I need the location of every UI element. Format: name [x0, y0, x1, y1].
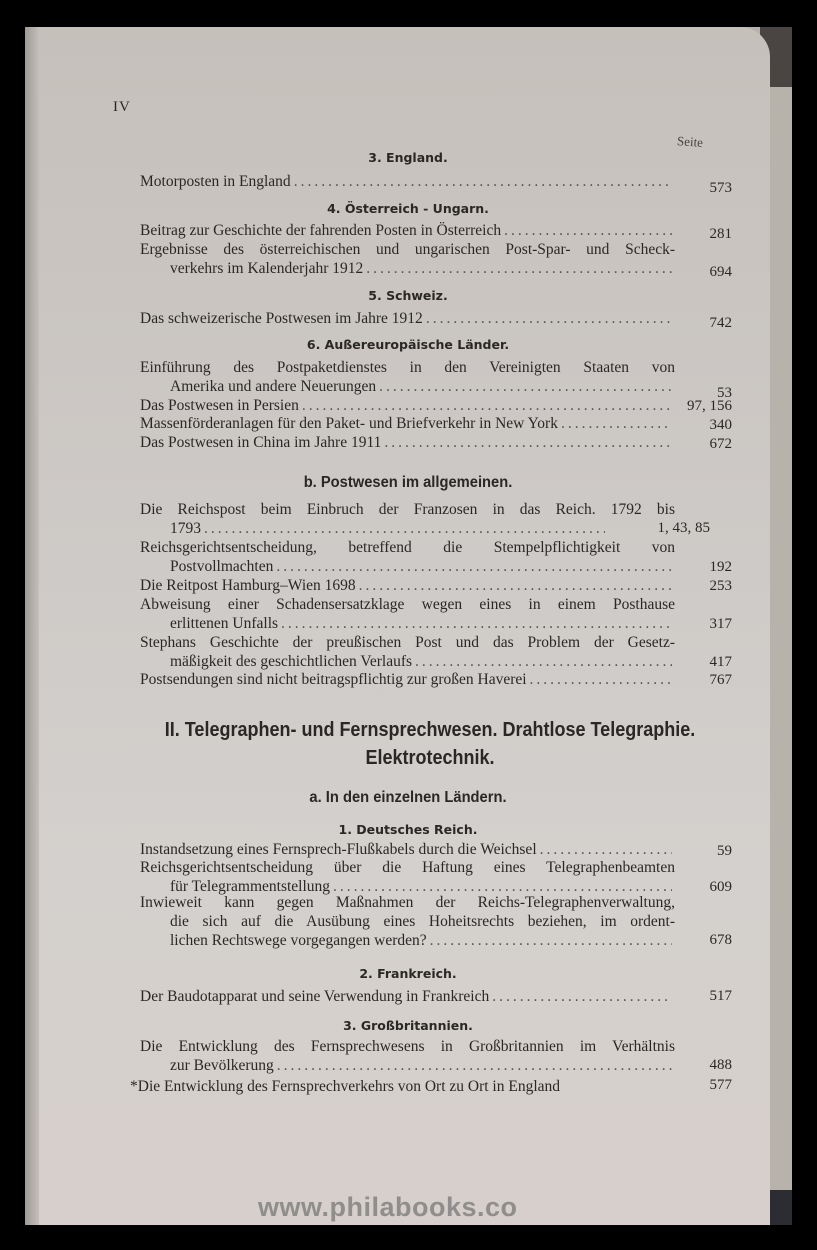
- page-number: 417: [709, 654, 732, 670]
- page-number: 573: [709, 180, 732, 196]
- page-number: 678: [709, 932, 732, 948]
- toc-entry: Die Entwicklung des Fernsprechwesens in Großbritannien im Verhältnis zur Bevölkerung .....: [140, 1037, 675, 1075]
- toc-entry: Postsendungen sind nicht beitragspflichtig zur großen Haverei .....: [140, 670, 675, 689]
- page-number: 192: [709, 559, 732, 575]
- page-number: 742: [709, 315, 732, 331]
- toc-entry: Der Baudotapparat und seine Verwendung in Frankreich .....: [140, 987, 675, 1006]
- page-folio: IV: [113, 99, 131, 115]
- page-number: 253: [709, 578, 732, 594]
- page-number: 281: [709, 226, 732, 242]
- seite-label: Seite: [676, 133, 704, 150]
- toc-entry: Instandsetzung eines Fernsprech-Flußkabels durch die Weichsel .....: [140, 840, 675, 859]
- toc-entry: Einführung des Postpaketdienstes in den Vereinigten Staaten von Amerika und andere Neuerungen .....: [140, 358, 675, 396]
- page-number: 767: [709, 672, 732, 688]
- toc-entry: Reichsgerichtsentscheidung über die Haftung eines Telegraphenbeamten für Telegrammentstellung .....: [140, 858, 675, 896]
- heading-grossbritannien: 3. Großbritannien.: [343, 1018, 473, 1033]
- page-number: 694: [709, 264, 732, 280]
- toc-entry: Beitrag zur Geschichte der fahrenden Posten in Österreich .....: [140, 221, 675, 240]
- toc-entry: *Die Entwicklung des Fernsprechverkehrs von Ort zu Ort in England: [130, 1078, 561, 1095]
- page-number: 59: [717, 843, 732, 859]
- heading-aussereuropa: 6. Außereuropäische Länder.: [306, 337, 510, 352]
- page-number: 97, 156: [687, 398, 732, 414]
- toc-entry: Massenförderanlagen für den Paket- und Briefverkehr in New York .....: [140, 414, 675, 433]
- heading-england: 3. England.: [368, 150, 448, 165]
- heading-oesterreich: 4. Österreich - Ungarn.: [327, 201, 489, 216]
- heading-frankreich: 2. Frankreich.: [359, 966, 457, 981]
- heading-deutsches-reich: 1. Deutsches Reich.: [338, 822, 478, 837]
- page-number: 672: [709, 436, 732, 452]
- heading-laendern: a. In den einzelnen Ländern.: [309, 789, 507, 806]
- heading-schweiz: 5. Schweiz.: [368, 288, 448, 303]
- page-number: 53: [717, 385, 732, 401]
- page-number: 340: [709, 417, 732, 433]
- heading-allgemein: b. Postwesen im allgemeinen.: [303, 474, 513, 491]
- toc-entry: Abweisung einer Schadensersatzklage wegen eines in einem Posthause erlittenen Unfalls .....: [140, 595, 675, 633]
- toc-entry: Das schweizerische Postwesen im Jahre 1912 .....: [140, 309, 675, 328]
- page-number: 517: [709, 988, 732, 1004]
- toc-entry: Die Reitpost Hamburg–Wien 1698 .....: [140, 576, 675, 595]
- toc-entry: Das Postwesen in Persien .....: [140, 396, 675, 415]
- toc-entry: Stephans Geschichte der preußischen Post und das Problem der Gesetz- mäßigkeit des geschichtlichen Verlaufs .....: [140, 633, 675, 671]
- toc-entry: Ergebnisse des österreichischen und ungarischen Post-Spar- und Scheck- verkehrs im Kalenderjahr 1912 .....: [140, 240, 675, 278]
- toc-entry: Reichsgerichtsentscheidung, betreffend die Stempelpflichtigkeit von Postvollmachten .....: [140, 538, 675, 576]
- page-number: 609: [709, 879, 732, 895]
- toc-entry: Das Postwesen in China im Jahre 1911 .....: [140, 433, 675, 452]
- part-heading: II. Telegraphen- und Fernsprechwesen. Drahtlose Telegraphie. Elektrotechnik.: [164, 719, 696, 769]
- page-number: 488: [709, 1057, 732, 1073]
- toc-entry: Inwieweit kann gegen Maßnahmen der Reichs-Telegraphenverwaltung, die sich auf die Ausübung eines Hoheitsrechts beziehen, im ordent- lichen Rechtswege vorgegangen werden? .....: [140, 893, 675, 950]
- page-number: 1, 43, 85: [657, 520, 710, 536]
- page-number: 317: [709, 616, 732, 632]
- watermark: www.philabooks.co: [258, 1192, 518, 1222]
- page-number: 577: [709, 1077, 732, 1093]
- toc-entry: Motorposten in England .....: [140, 172, 675, 191]
- toc-entry: Die Reichspost beim Einbruch der Franzosen in das Reich. 1792 bis 1793 .....: [140, 500, 675, 538]
